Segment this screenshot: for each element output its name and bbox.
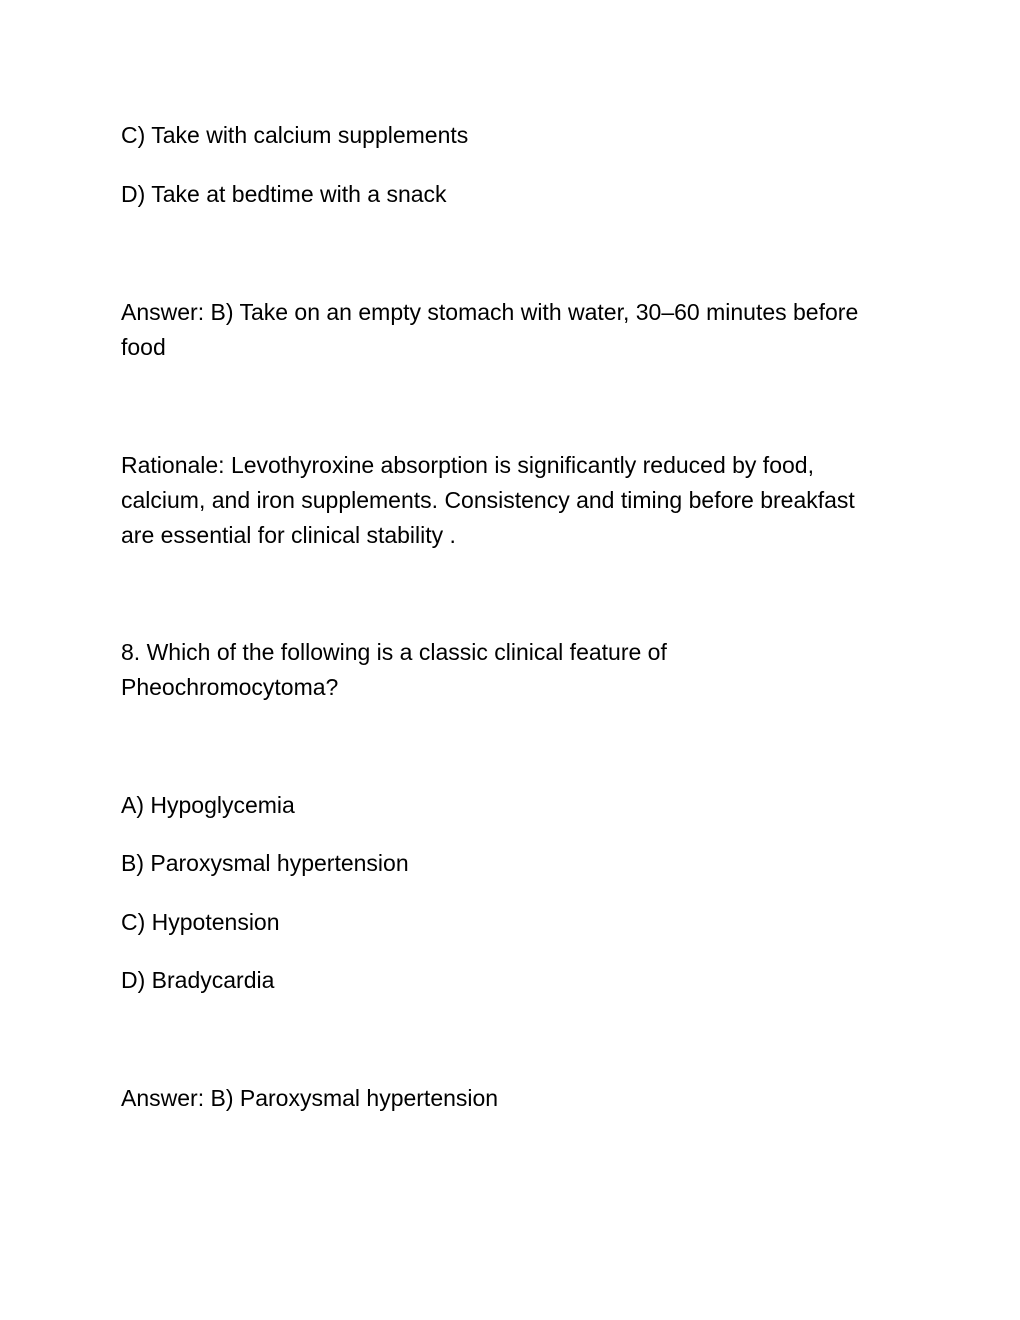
- question-8-option-d: D) Bradycardia: [121, 967, 275, 993]
- previous-rationale: Rationale: Levothyroxine absorption is significantly reduced by food, calcium, and iron supplements. Consistency and timing before breakfast are essential for clinical stability .: [121, 452, 855, 548]
- question-8-answer: Answer: B) Paroxysmal hypertension: [121, 1085, 499, 1111]
- question-8-prompt: 8. Which of the following is a classic clinical feature of Pheochromocytoma?: [121, 639, 667, 700]
- question-8-option-b: B) Paroxysmal hypertension: [121, 850, 409, 876]
- question-8-option-a: A) Hypoglycemia: [121, 792, 295, 818]
- previous-option-c: C) Take with calcium supplements: [121, 122, 469, 148]
- previous-option-d: D) Take at bedtime with a snack: [121, 181, 447, 207]
- question-8-option-c: C) Hypotension: [121, 909, 280, 935]
- previous-answer: Answer: B) Take on an empty stomach with water, 30–60 minutes before food: [121, 299, 859, 360]
